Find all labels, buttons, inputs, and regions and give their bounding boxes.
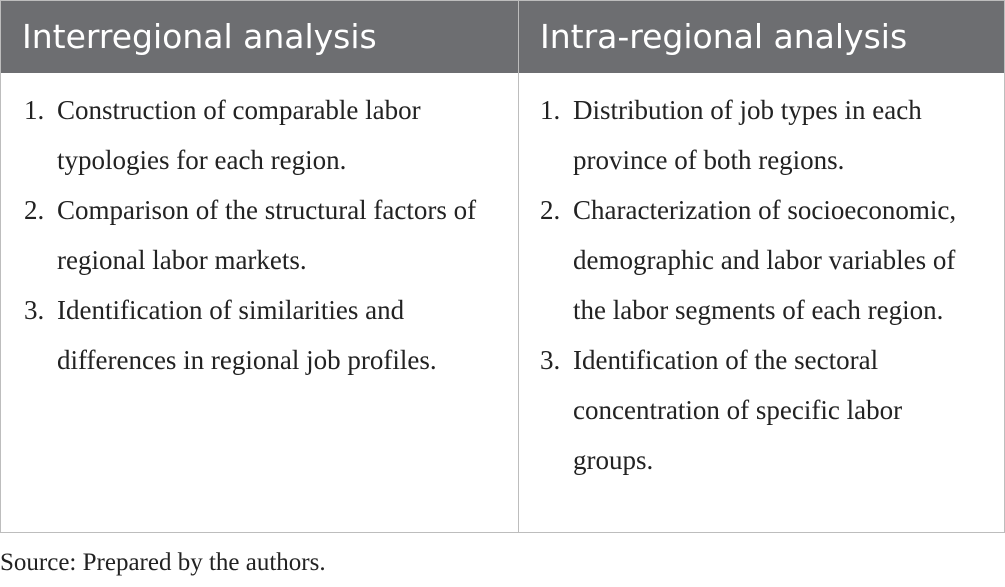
item-number: 2. (24, 195, 45, 225)
item-number: 1. (540, 95, 561, 125)
intra-regional-list (519, 85, 1004, 485)
header-interregional: Interregional analysis (1, 1, 519, 73)
item-text: Comparison of the structural factors of regional labor markets. (57, 195, 477, 275)
item-text: Characterization of socioeconomic, demographic and labor variables of the labor segments of each region. (573, 195, 957, 325)
item-number: 3. (24, 295, 45, 325)
intra-regional-cell (519, 73, 1004, 532)
item-number: 1. (24, 95, 45, 125)
list-item (519, 185, 1004, 335)
item-text: Identification of the sectoral concentration of specific labor groups. (573, 345, 903, 475)
source-note: Source: Prepared by the authors. (0, 549, 326, 576)
item-text: Distribution of job types in each province of both regions. (573, 95, 922, 175)
list-item (1, 185, 518, 285)
list-item (519, 85, 1004, 185)
item-number: 3. (540, 345, 561, 375)
item-text: Identification of similarities and differences in regional job profiles. (57, 295, 437, 375)
list-item (1, 285, 518, 385)
list-item (519, 335, 1004, 485)
item-number: 2. (540, 195, 561, 225)
item-text: Construction of comparable labor typologies for each region. (57, 95, 421, 175)
interregional-cell (1, 73, 519, 532)
table-body-row (1, 73, 1004, 532)
list-item (1, 85, 518, 185)
header-intra-regional: Intra-regional analysis (540, 17, 908, 56)
interregional-list (1, 85, 518, 385)
table-header-row (1, 1, 1004, 73)
